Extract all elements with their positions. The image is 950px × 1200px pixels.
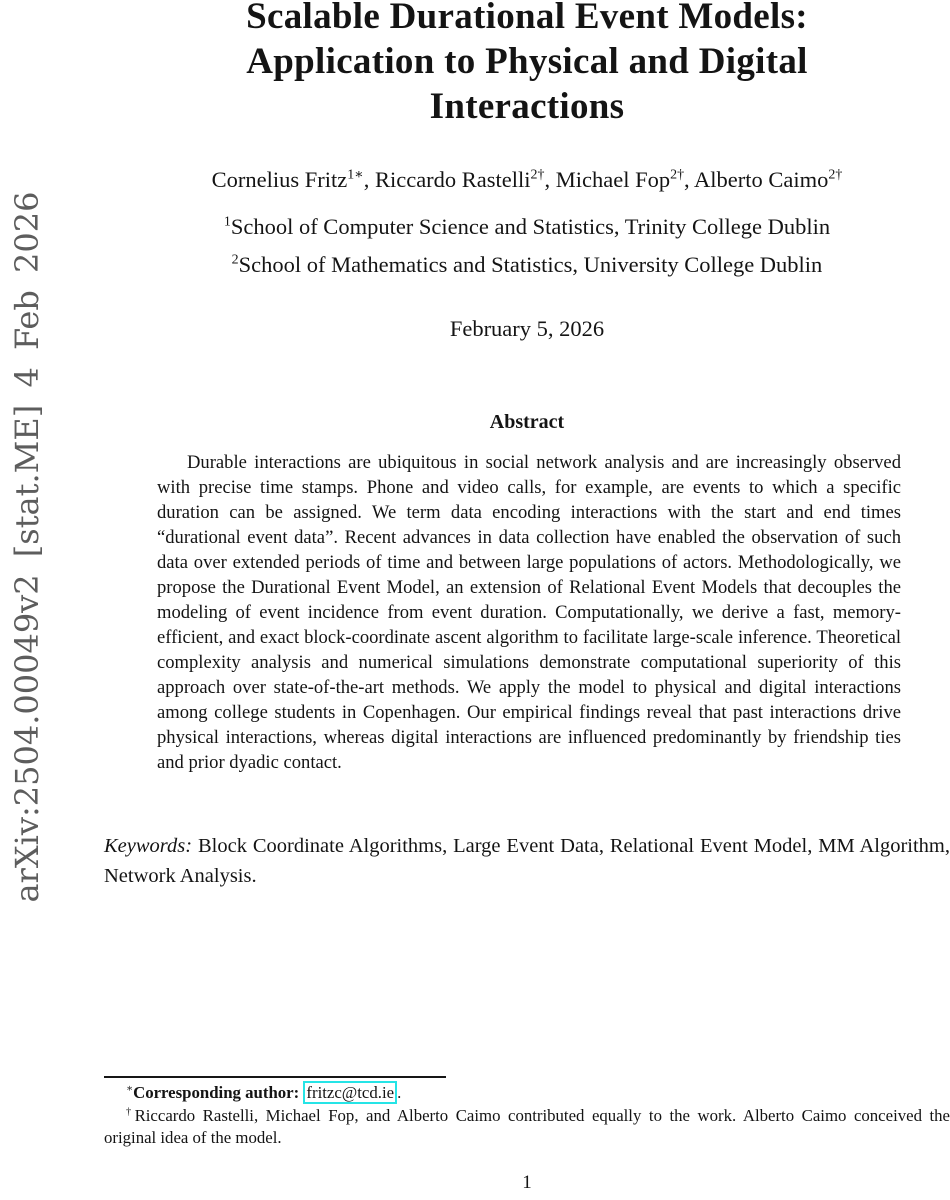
affiliation-1-text: School of Computer Science and Statistics, Trinity College Dublin — [230, 214, 831, 239]
author-1-name: Cornelius Fritz — [211, 167, 348, 192]
author-separator: , — [363, 167, 375, 192]
author-separator: , — [544, 167, 556, 192]
author-2-superscript: 2† — [530, 167, 545, 183]
author-2 — [375, 167, 556, 192]
affiliation-2-text: School of Mathematics and Statistics, University College Dublin — [238, 252, 823, 277]
author-4 — [694, 167, 842, 192]
author-4-name: Alberto Caimo — [694, 167, 829, 192]
affiliation-1 — [104, 212, 950, 242]
affiliation-1-superscript: 1 — [223, 214, 231, 230]
author-1-superscript: 1∗ — [347, 167, 364, 183]
affiliation-2 — [104, 250, 950, 280]
title-line-2: Application to Physical and Digital — [246, 41, 808, 82]
paper-title — [104, 0, 950, 129]
title-line-1: Scalable Durational Event Models: — [246, 0, 808, 37]
author-2-name: Riccardo Rastelli — [374, 167, 531, 192]
author-line — [104, 165, 950, 195]
author-3-name: Michael Fop — [555, 167, 671, 192]
author-3 — [556, 167, 694, 192]
corresponding-author-label: Corresponding author: — [133, 1083, 300, 1102]
author-4-superscript: 2† — [828, 167, 843, 183]
page-number: 1 — [522, 1172, 532, 1193]
asterisk-footnote-marker: ∗ — [126, 1083, 134, 1095]
abstract-heading: Abstract — [489, 411, 565, 433]
footnote-contribution-text: Riccardo Rastelli, Michael Fop, and Alberto Caimo contributed equally to the work. Alberto Caimo conceived the original idea of the model. — [104, 1106, 950, 1147]
keywords-label: Keywords: — [104, 835, 193, 857]
paper-content — [104, 0, 950, 1200]
publication-date: February 5, 2026 — [449, 316, 605, 341]
dagger-footnote-marker: † — [126, 1106, 135, 1118]
author-separator: , — [684, 167, 695, 192]
footnote-period: . — [397, 1083, 402, 1102]
keywords-text: Block Coordinate Algorithms, Large Event Data, Relational Event Model, MM Algorithm, Network Analysis. — [104, 835, 950, 887]
abstract-text: Durable interactions are ubiquitous in social network analysis and are increasingly observed with precise time stamps. Phone and video calls, for example, are events to which a specific duration can be assigned. We term data encoding interactions with the start and end times “durational event data”. Recent advances in data collection have enabled the observation of such data over extended periods of time and between large populations of actors. Methodologically, we propose the Durational Event Model, an extension of Relational Event Models that decouples the modeling of event incidence from event duration. Computationally, we derive a fast, memory-efficient, and exact block-coordinate ascent algorithm to facilitate large-scale inference. Theoretical complexity analysis and numerical simulations demonstrate computational superiority of this approach over state-of-the-art methods. We apply the model to physical and digital interactions among college students in Copenhagen. Our empirical findings reveal that past interactions drive physical interactions, whereas digital interactions are influenced predominantly by friendship ties and prior dyadic contact. — [157, 452, 901, 773]
footnote-corresponding-author — [104, 1082, 950, 1104]
arxiv-watermark: arXiv:2504.00049v2 [stat.ME] 4 Feb 2026 — [8, 191, 46, 903]
title-line-3: Interactions — [429, 86, 625, 127]
author-3-superscript: 2† — [670, 167, 685, 183]
author-1 — [212, 167, 375, 192]
affiliation-2-superscript: 2 — [231, 252, 239, 268]
footnote-contribution — [104, 1105, 950, 1149]
keywords-line — [104, 831, 950, 891]
footnote-rule — [104, 1076, 446, 1078]
email-link[interactable]: fritzc@tcd.ie — [303, 1081, 397, 1104]
